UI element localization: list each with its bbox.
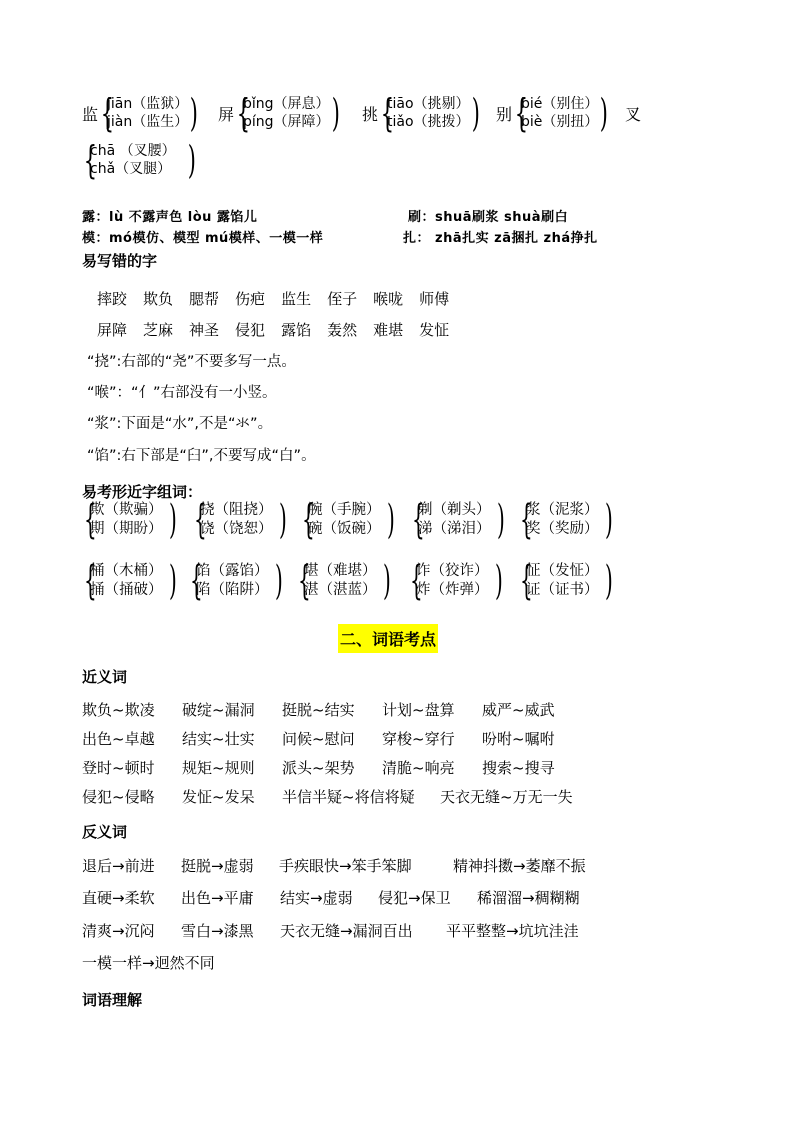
pair-line: 怔（发怔） xyxy=(526,563,599,579)
pair-line: 欺（欺骗） xyxy=(90,502,163,518)
brace-left: { xyxy=(100,91,115,135)
similar-title: 易考形近字组词： xyxy=(82,483,203,501)
brace-right: ) xyxy=(471,91,480,135)
synonym-row xyxy=(82,699,555,720)
pair-line: 桶（木桶） xyxy=(90,563,163,579)
antonym-row xyxy=(82,952,215,973)
poly-reading: chā （叉腰） xyxy=(90,143,176,159)
pair-line: 诈（狡诈） xyxy=(416,563,489,579)
pair-line: 剃（剃头） xyxy=(418,502,491,518)
brace-right: ) xyxy=(600,91,609,135)
polyphone-cha xyxy=(82,138,196,182)
synonym-pair: 发怔~发呆 xyxy=(182,788,255,806)
word: 芝麻 xyxy=(143,321,174,339)
brace-left: { xyxy=(520,558,533,604)
rule-line: “喉”：“亻”右部没有一小竖。 xyxy=(87,385,277,401)
antonym-pair: 精神抖擞→萎靡不振 xyxy=(453,857,586,875)
word: 露馅 xyxy=(281,321,312,339)
brace-left: { xyxy=(412,497,425,543)
antonym-row xyxy=(82,887,580,908)
synonym-row xyxy=(82,757,555,778)
antonym-row xyxy=(82,920,579,941)
antonym-pair: 直硬→柔软 xyxy=(82,889,155,907)
similar-pair xyxy=(82,558,177,604)
synonym-pair: 吩咐~嘱咐 xyxy=(482,730,555,748)
word: 欺负 xyxy=(143,290,174,308)
brace-right: ) xyxy=(168,558,177,604)
similar-pair xyxy=(300,497,395,543)
synonym-pair: 结实~壮实 xyxy=(182,730,255,748)
synonym-pair: 天衣无缝~万无一失 xyxy=(440,788,573,806)
word: 侄子 xyxy=(327,290,358,308)
brace-right: ) xyxy=(386,497,395,543)
word: 监生 xyxy=(281,290,312,308)
word: 神圣 xyxy=(189,321,220,339)
word: 轰然 xyxy=(327,321,358,339)
synonym-pair: 威严~威武 xyxy=(482,701,555,719)
similar-pair xyxy=(410,497,505,543)
poly-reading: tiǎo（挑拨） xyxy=(387,114,470,130)
word: 喉咙 xyxy=(373,290,404,308)
synonym-pair: 问候~慰问 xyxy=(282,730,355,748)
synonym-row xyxy=(82,786,573,807)
antonym-title: 反义词 xyxy=(82,823,128,841)
antonym-pair: 平平整整→坑坑洼洼 xyxy=(446,922,579,940)
antonym-pair: 一模一样→迥然不同 xyxy=(82,954,215,972)
note-lu: 露：lù 不露声色 lòu 露馅儿 xyxy=(82,210,258,225)
pair-line: 堪（难堪） xyxy=(304,563,377,579)
antonym-pair: 出色→平庸 xyxy=(181,889,254,907)
synonym-pair: 清脆~响亮 xyxy=(382,759,455,777)
note-zha: 扎： zhā扎实 zā捆扎 zhá挣扎 xyxy=(403,231,598,246)
synonym-pair: 破绽~漏洞 xyxy=(182,701,255,719)
brace-left: { xyxy=(84,558,97,604)
brace-right: ) xyxy=(496,497,505,543)
pair-line: 陷（陷阱） xyxy=(196,582,269,598)
polyphone-jian xyxy=(82,91,199,135)
synonym-pair: 搜索~搜寻 xyxy=(482,759,555,777)
polyphone-tiao xyxy=(362,91,480,135)
synonym-pair: 挺脱~结实 xyxy=(282,701,355,719)
pair-line: 腕（手腕） xyxy=(308,502,381,518)
poly-reading: píng（屏障） xyxy=(243,114,330,130)
antonym-pair: 稀溜溜→稠糊糊 xyxy=(477,889,580,907)
similar-pair xyxy=(188,558,283,604)
pair-line: 期（期盼） xyxy=(90,521,163,537)
brace-right: ) xyxy=(274,558,283,604)
pair-line: 奖（奖励） xyxy=(526,521,599,537)
pair-line: 湛（湛蓝） xyxy=(304,582,377,598)
rule-line: “挠”:右部的“尧”不要多写一点。 xyxy=(87,354,296,370)
pair-line: 浆（泥浆） xyxy=(526,502,599,518)
note-shua: 刷：shuā刷浆 shuà刷白 xyxy=(408,210,569,225)
pair-line: 捅（捅破） xyxy=(90,582,163,598)
similar-pair xyxy=(408,558,503,604)
brace-right: ) xyxy=(168,497,177,543)
brace-right: ) xyxy=(190,91,199,135)
brace-left: { xyxy=(514,91,529,135)
poly-head: 屏 xyxy=(218,104,235,124)
pair-line: 碗（饭碗） xyxy=(308,521,381,537)
poly-reading: bié（别住） xyxy=(521,96,599,112)
similar-pair xyxy=(518,497,613,543)
similar-pair xyxy=(82,497,177,543)
understanding-title: 词语理解 xyxy=(82,991,143,1009)
brace-left: { xyxy=(410,558,423,604)
poly-reading: biè（别扭） xyxy=(521,114,599,130)
poly-reading: tiāo（挑剔） xyxy=(387,96,470,112)
word: 发怔 xyxy=(419,321,450,339)
pair-line: 馅（露馅） xyxy=(196,563,269,579)
rule-line: “浆”:下面是“水”,不是“氺”。 xyxy=(87,416,273,432)
synonym-pair: 侵犯~侵略 xyxy=(82,788,155,806)
antonym-pair: 退后→前进 xyxy=(82,857,155,875)
pair-line: 涕（涕泪） xyxy=(418,521,491,537)
word: 侵犯 xyxy=(235,321,266,339)
polyphone-ping xyxy=(218,91,340,135)
brace-left: { xyxy=(380,91,395,135)
typo-row-1 xyxy=(97,288,465,309)
note-mo: 模：mó模仿、模型 mú模样、一模一样 xyxy=(82,231,324,246)
antonym-pair: 结实→虚弱 xyxy=(280,889,353,907)
section-title: 二、词语考点 xyxy=(338,624,438,653)
brace-left: { xyxy=(520,497,533,543)
brace-right: ) xyxy=(187,138,196,182)
typo-row-2 xyxy=(97,319,465,340)
antonym-pair: 挺脱→虚弱 xyxy=(181,857,254,875)
brace-left: { xyxy=(190,558,203,604)
poly-reading: chǎ（叉腿） xyxy=(90,161,172,177)
synonym-pair: 派头~架势 xyxy=(282,759,355,777)
poly-reading: jiàn（监生） xyxy=(107,114,189,130)
antonym-pair: 手疾眼快→笨手笨脚 xyxy=(279,857,412,875)
brace-left: { xyxy=(84,497,97,543)
synonym-pair: 穿梭~穿行 xyxy=(382,730,455,748)
word: 屏障 xyxy=(97,321,128,339)
rule-line: “馅”:右下部是“臼”,不要写成“白”。 xyxy=(87,448,316,464)
antonym-row xyxy=(82,855,586,876)
poly-head: 别 xyxy=(496,104,513,124)
synonym-pair: 计划~盘算 xyxy=(382,701,455,719)
pair-line: 证（证书） xyxy=(526,582,599,598)
antonym-pair: 侵犯→保卫 xyxy=(378,889,451,907)
synonym-pair: 规矩~规则 xyxy=(182,759,255,777)
antonym-pair: 雪白→漆黑 xyxy=(181,922,254,940)
synonym-row xyxy=(82,728,555,749)
pair-line: 挠（阻挠） xyxy=(200,502,273,518)
brace-left: { xyxy=(83,138,98,182)
poly-head: 挑 xyxy=(362,104,379,124)
synonym-pair: 出色~卓越 xyxy=(82,730,155,748)
poly-reading: bǐng（屏息） xyxy=(243,96,330,112)
brace-right: ) xyxy=(331,91,340,135)
typo-title: 易写错的字 xyxy=(82,252,158,270)
word: 摔跤 xyxy=(97,290,128,308)
antonym-pair: 天衣无缝→漏洞百出 xyxy=(280,922,413,940)
poly-reading: jiān（监狱） xyxy=(107,96,189,112)
antonym-pair: 清爽→沉闷 xyxy=(82,922,155,940)
brace-right: ) xyxy=(604,558,613,604)
poly-head: 监 xyxy=(82,104,99,124)
brace-right: ) xyxy=(494,558,503,604)
word: 伤疤 xyxy=(235,290,266,308)
pair-line: 饶（饶恕） xyxy=(200,521,273,537)
similar-pair xyxy=(192,497,287,543)
brace-right: ) xyxy=(382,558,391,604)
brace-left: { xyxy=(236,91,251,135)
synonym-pair: 登时~顿时 xyxy=(82,759,155,777)
synonym-pair: 半信半疑~将信将疑 xyxy=(282,788,415,806)
word: 腮帮 xyxy=(189,290,220,308)
synonym-pair: 欺负~欺凌 xyxy=(82,701,155,719)
polyphone-bie xyxy=(496,91,609,135)
word: 师傅 xyxy=(419,290,450,308)
poly-head-cha: 叉 xyxy=(625,105,642,124)
synonym-title: 近义词 xyxy=(82,668,128,686)
word: 难堪 xyxy=(373,321,404,339)
similar-pair xyxy=(296,558,391,604)
pair-line: 炸（炸弹） xyxy=(416,582,489,598)
brace-right: ) xyxy=(604,497,613,543)
brace-right: ) xyxy=(278,497,287,543)
brace-left: { xyxy=(298,558,311,604)
brace-left: { xyxy=(194,497,207,543)
brace-left: { xyxy=(302,497,315,543)
similar-pair xyxy=(518,558,613,604)
